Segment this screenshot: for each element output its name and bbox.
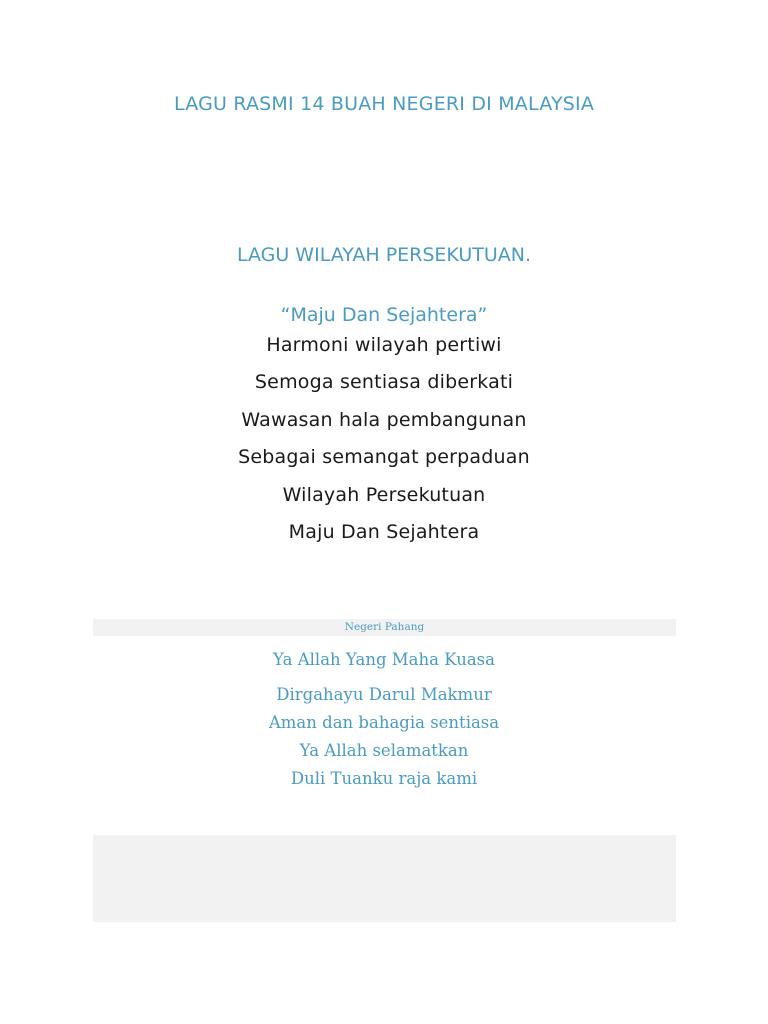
song-title-wilayah: “Maju Dan Sejahtera” — [280, 304, 488, 326]
lyric-line: Wawasan hala pembangunan — [241, 408, 527, 431]
lyric-line-pahang: Ya Allah Yang Maha Kuasa — [273, 650, 495, 669]
lyric-line: Maju Dan Sejahtera — [288, 520, 480, 543]
section-band-pahang — [93, 619, 676, 636]
lyric-line: Harmoni wilayah pertiwi — [266, 334, 502, 356]
lyric-line-pahang: Dirgahayu Darul Makmur — [276, 685, 492, 704]
lyric-line: Semoga sentiasa diberkati — [254, 371, 514, 394]
lyric-line: Wilayah Persekutuan — [282, 483, 486, 506]
lyric-line-pahang: Duli Tuanku raja kami — [290, 769, 478, 788]
lyric-line: Sebagai semangat perpaduan — [238, 446, 530, 469]
lyrics-wilayah — [0, 333, 768, 557]
section-heading-wilayah: LAGU WILAYAH PERSEKUTUAN. — [236, 244, 532, 266]
section-label-pahang: Negeri Pahang — [344, 621, 425, 633]
footer-band — [93, 835, 676, 922]
page-title: LAGU RASMI 14 BUAH NEGERI DI MALAYSIA — [173, 93, 595, 115]
lyric-line-pahang: Ya Allah selamatkan — [299, 741, 469, 760]
lyric-line-pahang: Aman dan bahagia sentiasa — [268, 713, 500, 732]
